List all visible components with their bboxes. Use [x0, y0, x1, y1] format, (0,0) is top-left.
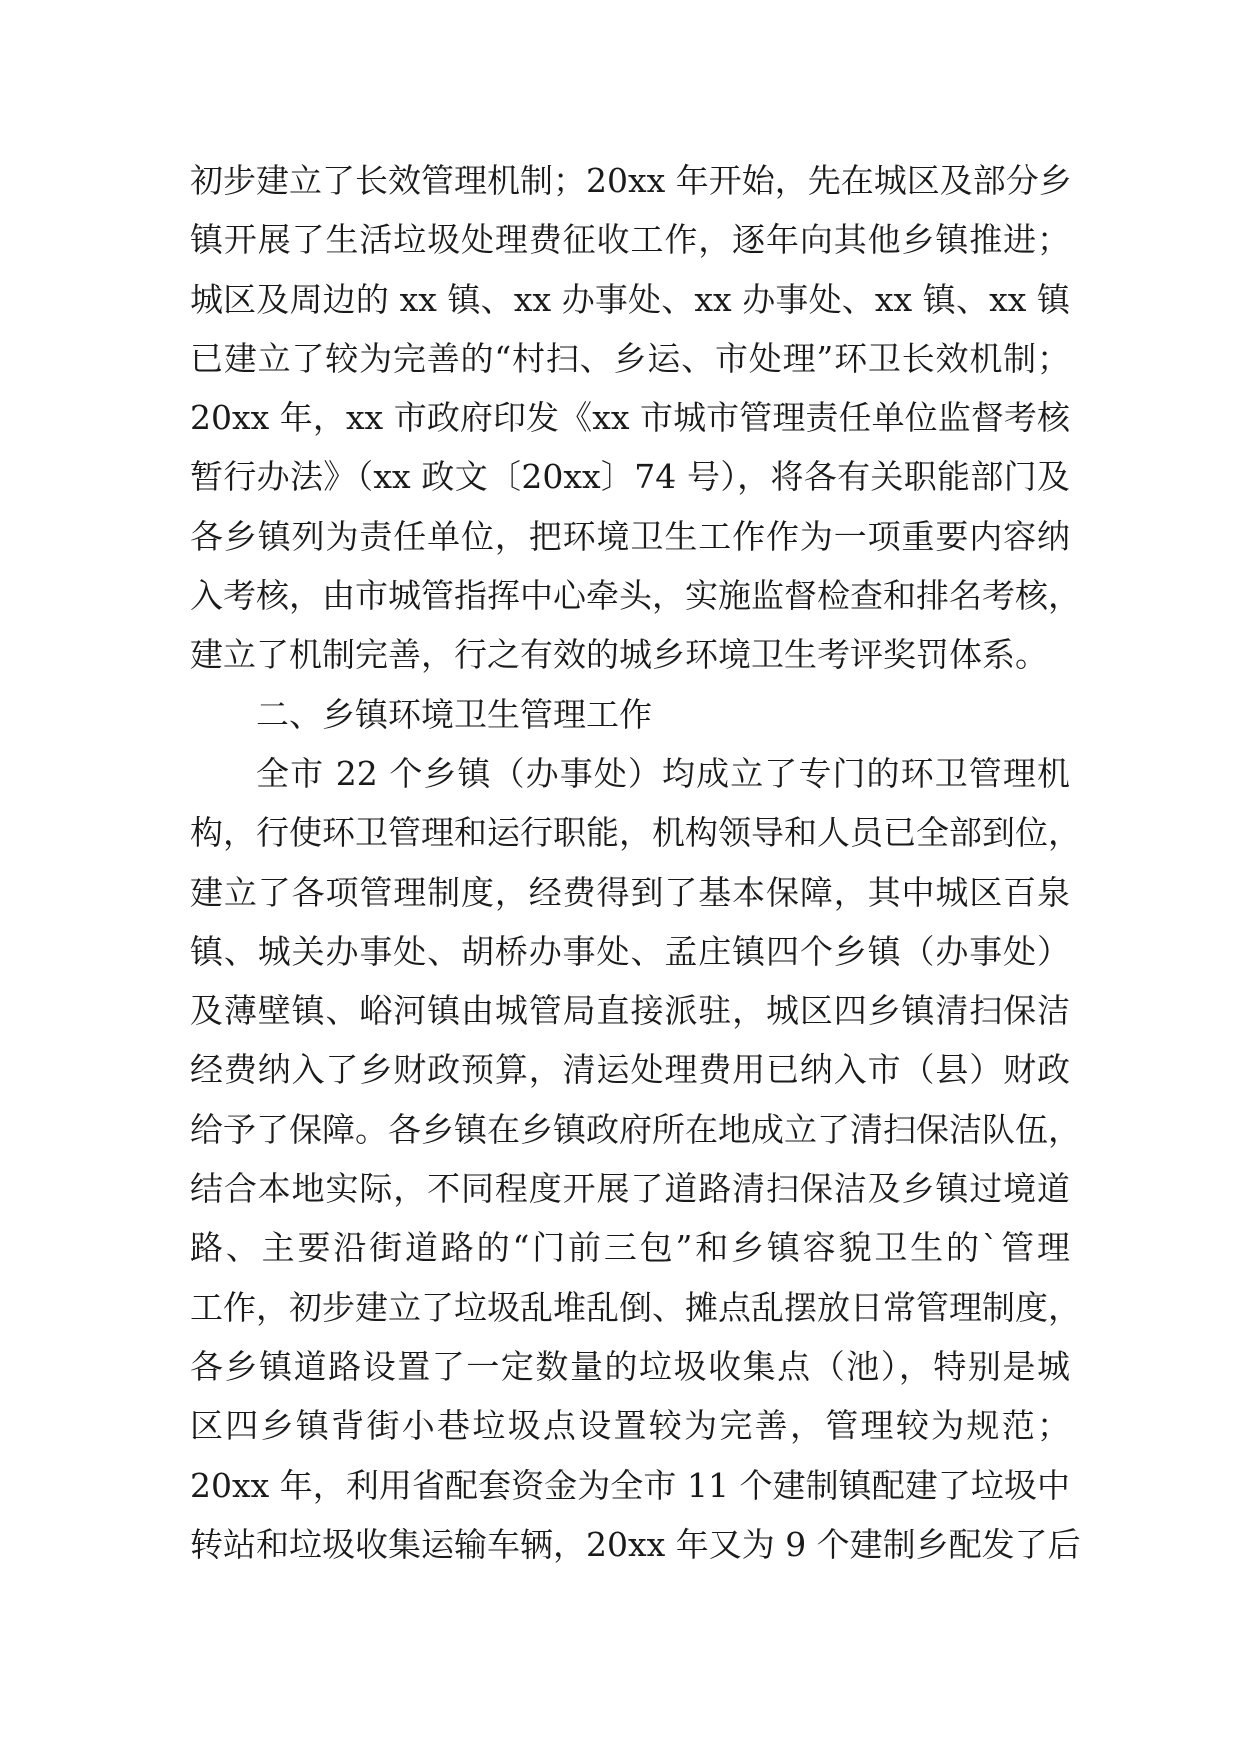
text-line: 各乡镇道路设置了一定数量的垃圾收集点（池），特别是城 [190, 1346, 1070, 1386]
text-line: 工作，初步建立了垃圾乱堆乱倒、摊点乱摆放日常管理制度， [190, 1287, 1081, 1327]
text-line: 镇、城关办事处、胡桥办事处、孟庄镇四个乡镇（办事处） [190, 931, 1070, 971]
text-line: 入考核，由市城管指挥中心牵头，实施监督检查和排名考核， [190, 576, 1081, 616]
text-line: 结合本地实际，不同程度开展了道路清扫保洁及乡镇过境道 [190, 1169, 1070, 1209]
text-line: 转站和垃圾收集运输车辆，20xx 年又为 9 个建制乡配发了后 [190, 1524, 1081, 1564]
text-line: 构，行使环卫管理和运行职能，机构领导和人员已全部到位， [190, 813, 1081, 853]
text-line: 暂行办法》（xx 政文〔20xx〕74 号），将各有关职能部门及 [190, 457, 1070, 497]
text-line: 各乡镇列为责任单位，把环境卫生工作作为一项重要内容纳 [190, 516, 1070, 556]
text-line: 及薄壁镇、峪河镇由城管局直接派驻，城区四乡镇清扫保洁 [190, 991, 1070, 1031]
text-line: 初步建立了长效管理机制；20xx 年开始，先在城区及部分乡 [190, 161, 1072, 200]
text-line: 已建立了较为完善的“村扫、乡运、市处理”环卫长效机制； [190, 338, 1070, 378]
text-line: 经费纳入了乡财政预算，清运处理费用已纳入市（县）财政 [190, 1050, 1070, 1090]
text-line: 路、主要沿街道路的“门前三包”和乡镇容貌卫生的`管理 [190, 1228, 1070, 1268]
paragraph-first-line: 全市 22 个乡镇（办事处）均成立了专门的环卫管理机 [256, 753, 1070, 793]
text-line: 镇开展了生活垃圾处理费征收工作，逐年向其他乡镇推进； [190, 220, 1070, 260]
text-line: 建立了各项管理制度，经费得到了基本保障，其中城区百泉 [190, 872, 1070, 912]
document-body [190, 151, 1081, 1574]
text-line: 20xx 年，xx 市政府印发《xx 市城市管理责任单位监督考核 [190, 398, 1070, 438]
section-heading: 二、乡镇环境卫生管理工作 [256, 694, 652, 734]
text-line: 城区及周边的 xx 镇、xx 办事处、xx 办事处、xx 镇、xx 镇 [190, 279, 1070, 319]
text-line: 区四乡镇背街小巷垃圾点设置较为完善，管理较为规范； [190, 1406, 1070, 1446]
text-line: 20xx 年，利用省配套资金为全市 11 个建制镇配建了垃圾中 [190, 1465, 1070, 1505]
paragraph-end-line: 建立了机制完善，行之有效的城乡环境卫生考评奖罚体系。 [190, 635, 1048, 675]
text-line: 给予了保障。各乡镇在乡镇政府所在地成立了清扫保洁队伍， [190, 1109, 1081, 1149]
